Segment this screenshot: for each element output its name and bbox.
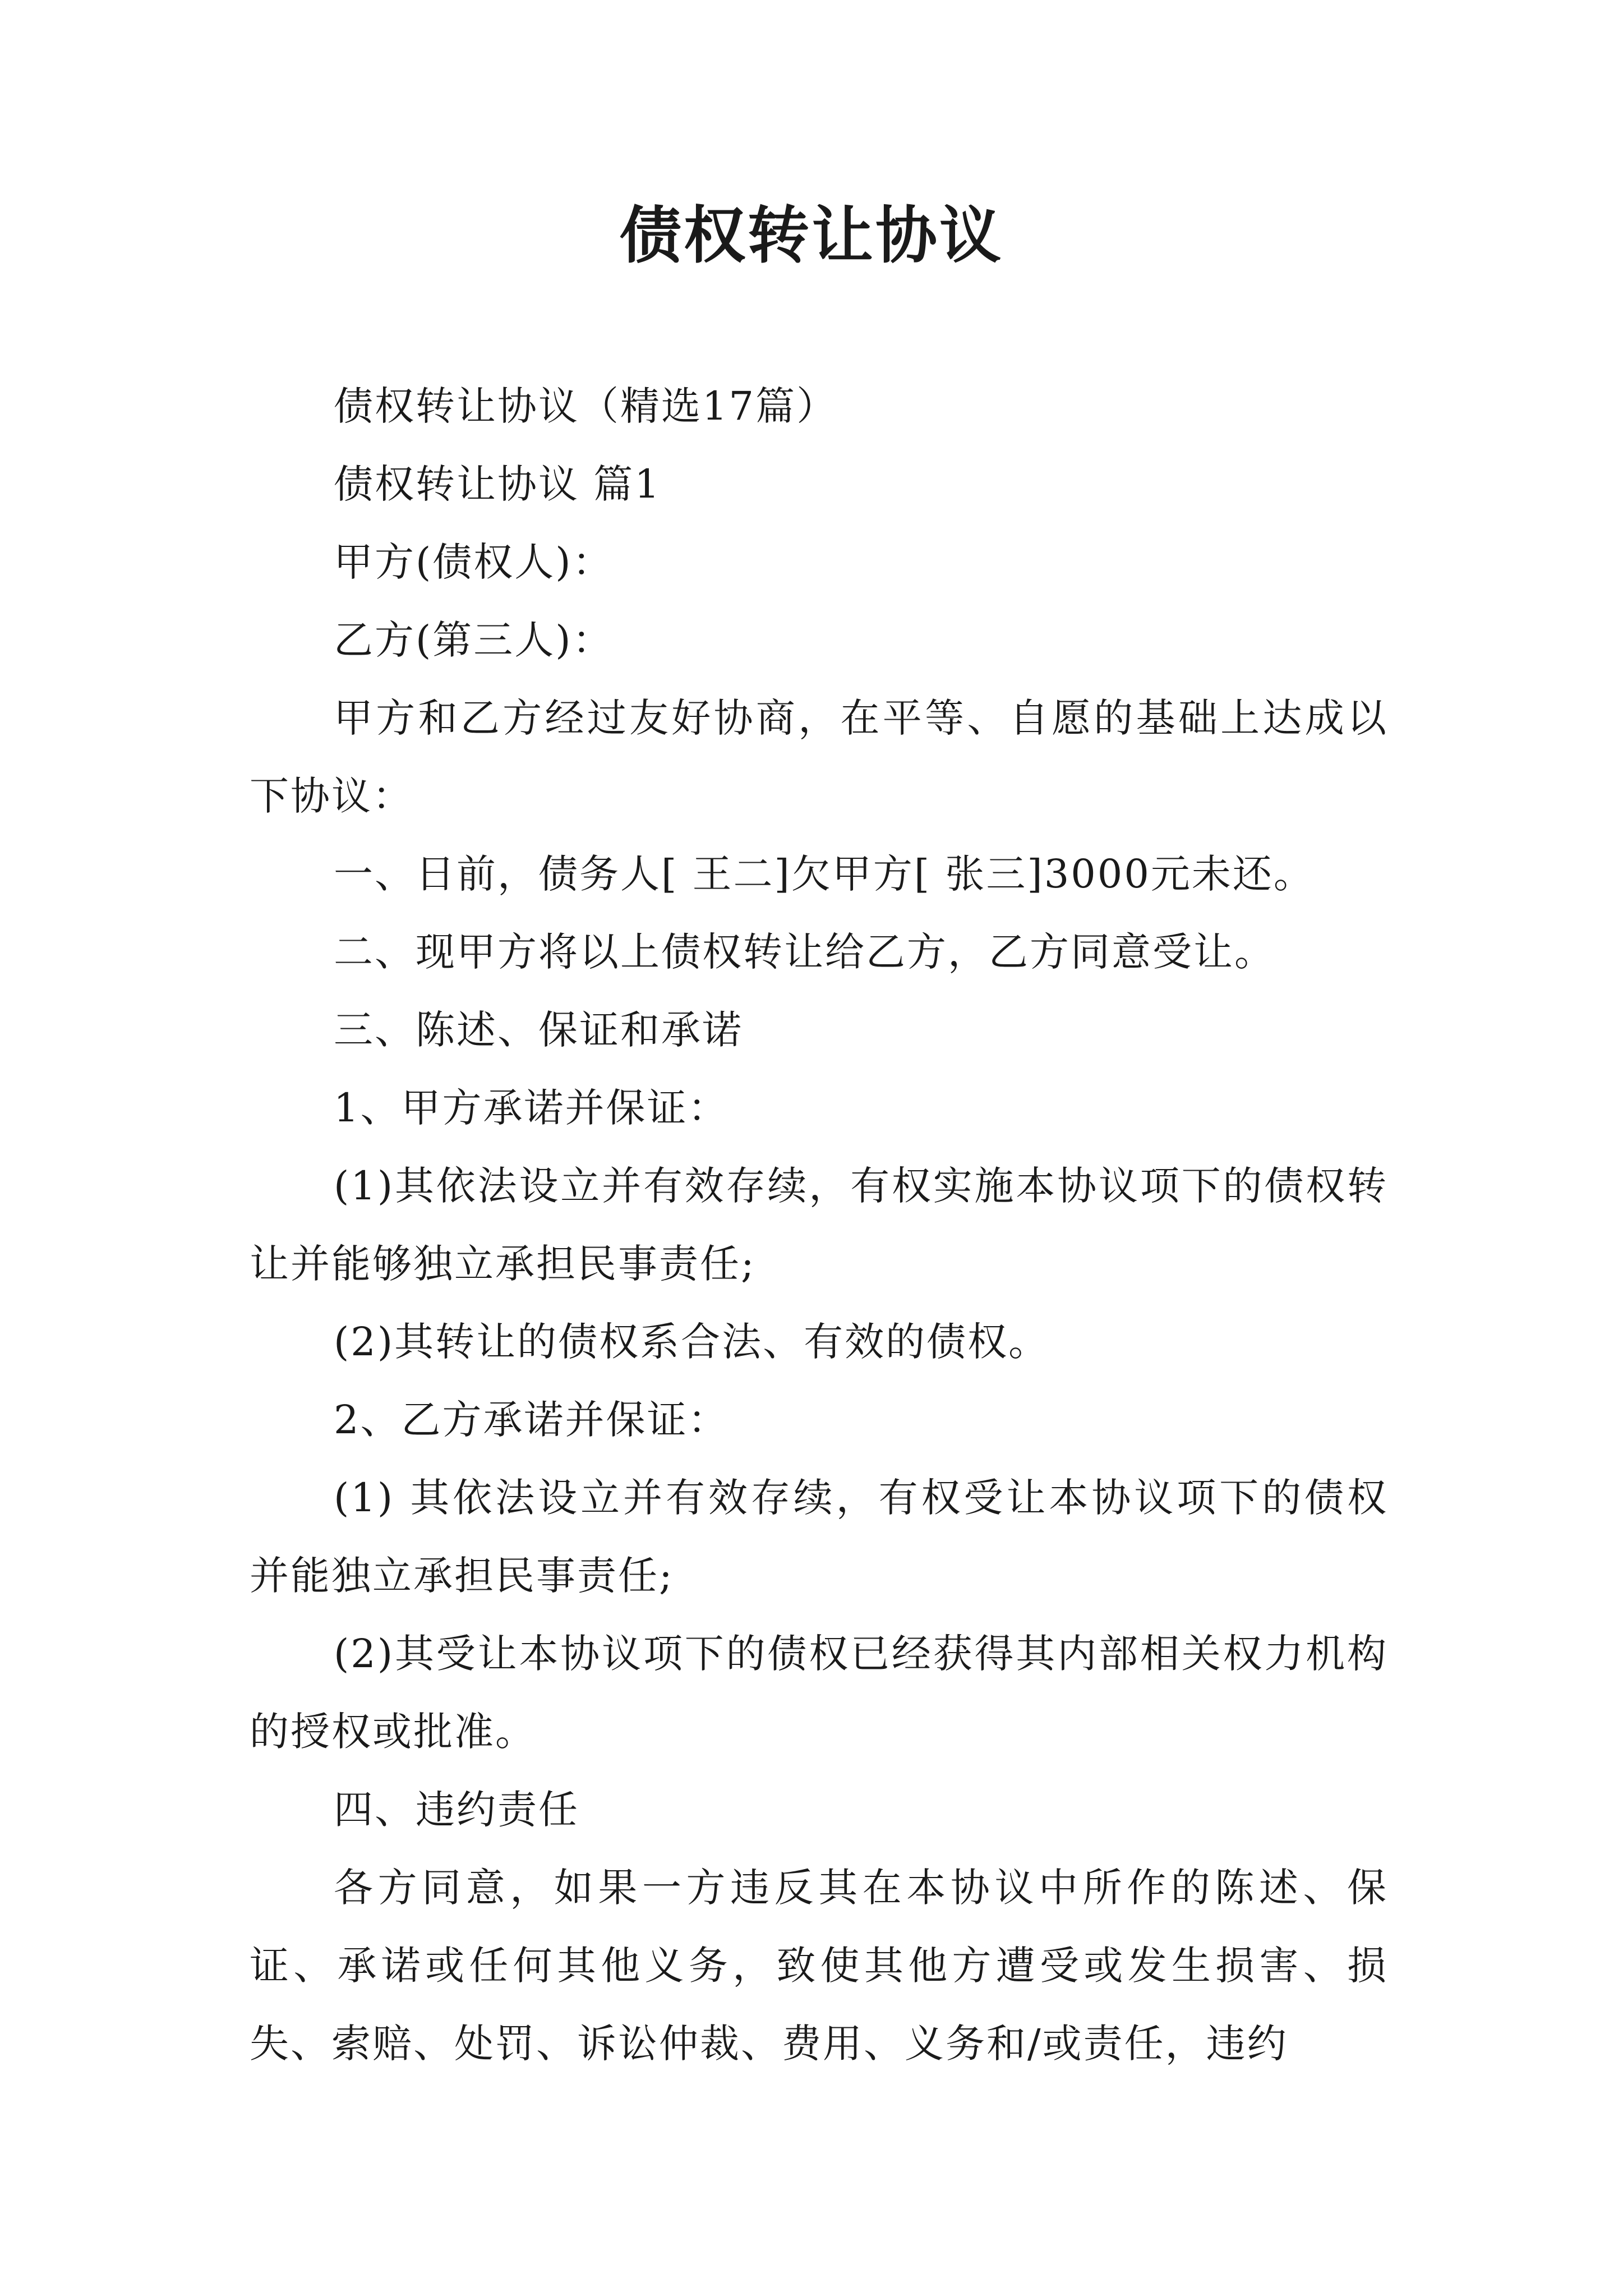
paragraph-party-b: 乙方(第三人)：	[334, 617, 614, 663]
document-body	[250, 367, 1388, 2083]
paragraph-clause-1: 一、日前，债务人[ 王二]欠甲方[ 张三]3000元未还。	[334, 851, 1315, 897]
paragraph-party-a-promise: 1、甲方承诺并保证：	[334, 1085, 729, 1131]
paragraph-party-a-item-2: (2)其转让的债权系合法、有效的债权。	[334, 1319, 1050, 1365]
paragraph-party-a: 甲方(债权人)：	[334, 539, 614, 585]
paragraph-party-b-item-2: (2)其受让本协议项下的债权已经获得其内部相关权力机构的授权或批准。	[250, 1631, 1388, 1755]
paragraph-subtitle: 债权转让协议（精选17篇）	[334, 383, 838, 429]
paragraph-preamble: 甲方和乙方经过友好协商，在平等、自愿的基础上达成以下协议：	[250, 695, 1388, 819]
paragraph-clause-2: 二、现甲方将以上债权转让给乙方，乙方同意受让。	[334, 929, 1275, 975]
paragraph-party-b-item-1: (1) 其依法设立并有效存续，有权受让本协议项下的债权并能独立承担民事责任;	[250, 1475, 1388, 1599]
paragraph-clause-3-heading: 三、陈述、保证和承诺	[334, 1007, 743, 1053]
paragraph-party-a-item-1: (1)其依法设立并有效存续，有权实施本协议项下的债权转让并能够独立承担民事责任;	[250, 1163, 1388, 1287]
paragraph-breach-liability: 各方同意，如果一方违反其在本协议中所作的陈述、保证、承诺或任何其他义务，致使其他方遭受或发生损害、损失、索赔、处罚、诉讼仲裁、费用、义务和/或责任，违约	[250, 1865, 1388, 2067]
paragraph-section-heading: 债权转让协议 篇1	[334, 461, 661, 507]
paragraph-party-b-promise: 2、乙方承诺并保证：	[334, 1397, 729, 1443]
document-title: 债权转让协议	[620, 199, 1003, 272]
paragraph-clause-4-heading: 四、违约责任	[334, 1787, 579, 1833]
